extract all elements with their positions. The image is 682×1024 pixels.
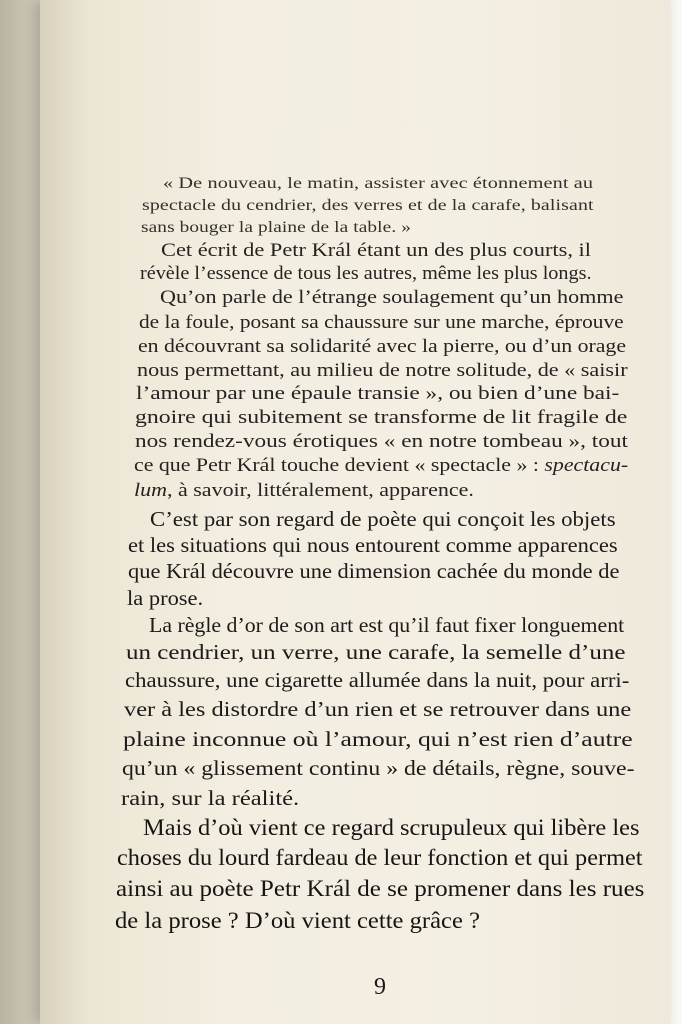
text-line: nous permettant, au milieu de notre solitude, de « saisir xyxy=(137,361,628,381)
text-line: plaine inconnue où l’amour, qui n’est rien d’autre xyxy=(123,727,633,751)
italic-term: lum xyxy=(134,481,167,501)
text-line: la prose. xyxy=(127,586,204,610)
text-line xyxy=(134,456,628,477)
text-line: de la prose ? D’où vient cette grâce ? xyxy=(115,908,481,933)
text-line: chaussure, une cigarette allumée dans la nuit, pour arri- xyxy=(125,668,630,692)
text-line: en découvrant sa solidarité avec la pierre, ou d’un orage xyxy=(138,337,627,357)
text-line: ver à les distordre d’un rien et se retrouver dans une xyxy=(124,697,632,721)
text-line: l’amour par une épaule transie », ou bien d’une bai- xyxy=(136,384,620,404)
text-line: de la foule, posant sa chaussure sur une marche, éprouve xyxy=(139,313,624,333)
text-line: et les situations qui nous entourent comme apparences xyxy=(128,533,618,557)
text-line: C’est par son regard de poète qui conçoit les objets xyxy=(150,507,616,531)
text-line: que Král découvre une dimension cachée du monde de xyxy=(128,559,620,583)
text-line: rain, sur la réalité. xyxy=(121,786,300,810)
text-line: nos rendez-vous érotiques « en notre tombeau », tout xyxy=(135,432,628,452)
text-line xyxy=(134,481,474,502)
text-line: spectacle du cendrier, des verres et de la carafe, balisant xyxy=(142,197,594,214)
text-line: ainsi au poète Petr Král de se promener dans les rues xyxy=(116,876,645,901)
text-line: révèle l’essence de tous les autres, même les plus longs. xyxy=(140,264,592,284)
text-fragment: ce que Petr Král touche devient « spectacle » : xyxy=(134,456,545,476)
text-line: La règle d’or de son art est qu’il faut fixer longuement xyxy=(149,613,625,637)
text-line: Mais d’où vient ce regard scrupuleux qui libère les xyxy=(143,815,640,840)
text-line: un cendrier, un verre, une carafe, la semelle d’une xyxy=(126,640,626,664)
text-fragment: , à savoir, littéralement, apparence. xyxy=(166,481,474,501)
page-number: 9 xyxy=(374,974,386,1000)
text-line: qu’un « glissement continu » de détails, règne, souve- xyxy=(122,756,635,780)
text-line: gnoire qui subitement se transforme de lit fragile de xyxy=(135,408,628,428)
text-line: « De nouveau, le matin, assister avec étonnement au xyxy=(163,175,594,192)
italic-term: spectacu- xyxy=(544,456,629,476)
text-line: Cet écrit de Petr Král étant un des plus courts, il xyxy=(161,241,592,261)
text-line: sans bouger la plaine de la table. » xyxy=(141,219,411,236)
text-line: choses du lourd fardeau de leur fonction et qui permet xyxy=(117,845,643,870)
text-line: Qu’on parle de l’étrange soulagement qu’un homme xyxy=(160,288,624,308)
